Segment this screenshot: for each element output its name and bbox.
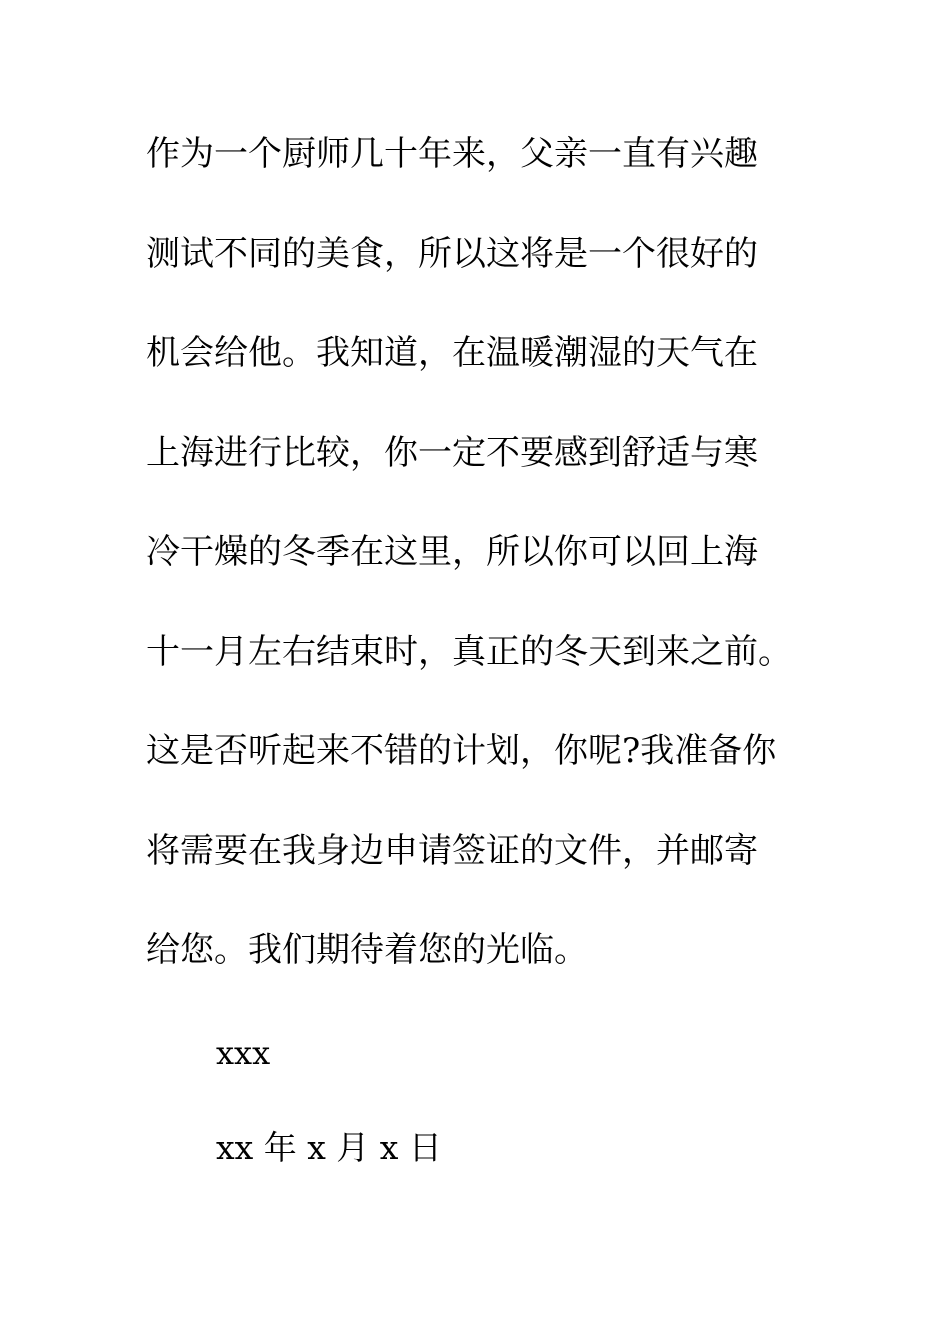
body-line: 给您。我们期待着您的光临。	[146, 930, 588, 970]
body-line: 测试不同的美食，所以这将是一个很好的	[146, 233, 758, 274]
body-line: 这是否听起来不错的计划，你呢?我准备你	[146, 731, 777, 771]
body-line: 将需要在我身边申请签证的文件，并邮寄	[146, 830, 758, 871]
letter-body	[146, 123, 826, 1019]
body-line: 上海进行比较，你一定不要感到舒适与寒	[146, 432, 758, 473]
body-line: 冷干燥的冬季在这里，所以你可以回上海	[146, 532, 758, 572]
signature-name: xxx	[216, 1034, 271, 1072]
letter-date: xx 年 x 月 x 日	[216, 1128, 442, 1167]
body-line: 十一月左右结束时，真正的冬天到来之前。	[146, 631, 792, 672]
body-line: 作为一个厨师几十年来，父亲一直有兴趣	[146, 134, 758, 174]
body-line: 机会给他。我知道，在温暖潮湿的天气在	[146, 333, 758, 373]
